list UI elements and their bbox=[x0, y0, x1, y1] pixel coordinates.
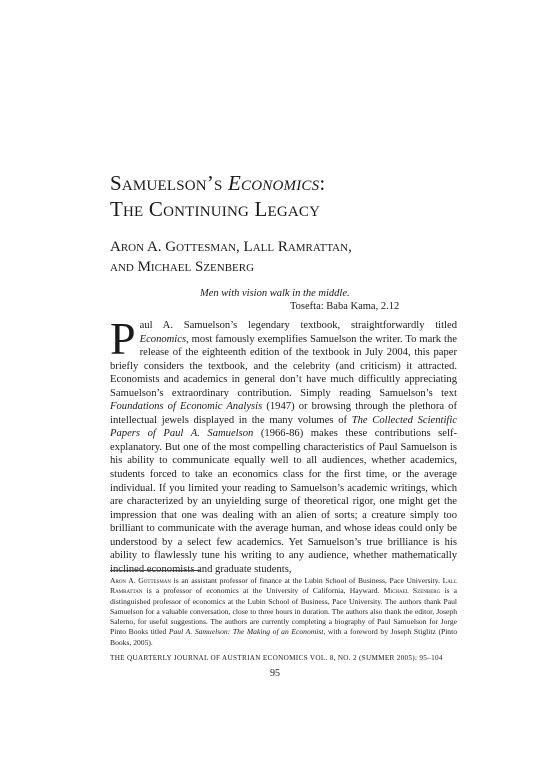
footnote-author-name: Aron A. Gottesman bbox=[110, 576, 172, 585]
journal-citation: THE QUARTERLY JOURNAL OF AUSTRIAN ECONOMICS VOL. 8, NO. 2 (SUMMER 2005): 95–104 bbox=[110, 654, 443, 662]
page-number: 95 bbox=[270, 668, 280, 679]
authors-line2: and Michael Szenberg bbox=[110, 259, 255, 275]
body-italic: Economics bbox=[139, 333, 187, 345]
footnote-run: is an assistant professor of finance at the Lubin School of Business, Pace University. bbox=[171, 576, 443, 585]
author-list bbox=[110, 237, 352, 277]
title-prefix: Samuelson’s bbox=[110, 171, 228, 195]
title-italic: Economics bbox=[228, 171, 320, 195]
author-footnote bbox=[110, 576, 457, 648]
footnote-rule bbox=[110, 570, 200, 571]
footnote-run: is a professor of economics at the University of California, Hayward. bbox=[142, 586, 384, 596]
drop-cap: P bbox=[110, 313, 136, 364]
body-italic: The Collected Scientific Papers of Paul A. Samuelson bbox=[110, 414, 458, 440]
body-run: (1947) or browsing through the plethora of intellectual jewels displayed in the many volumes of bbox=[110, 401, 457, 426]
footnote-author-name: Michael Szenberg bbox=[383, 586, 441, 596]
body-run: , most famously exemplifies Samuelson the writer. To mark the release of the eighteenth edition of the textbook in July 2004, this paper briefly considers the textbook, and the celebrity (and criticism) it attracted. Economists and academics in general don’t have much difficultly appreciating Samuelson’s extraordinary contribution. Simply reading Samuelson’s text bbox=[110, 333, 457, 399]
authors-line1: Aron A. Gottesman, Lall Ramrattan, bbox=[110, 239, 352, 255]
epigraph-source: Tosefta: Baba Kama, 2.12 bbox=[290, 301, 400, 312]
body-run: aul A. Samuelson’s legendary textbook, straightforwardly titled bbox=[139, 320, 457, 331]
footnote-run: is a distinguished professor of economics at the Lubin School of Business, Pace University. The authors thank Paul Samuelson for a valuable conversation, close to three hours in duration. The authors also thank the editor, Joseph Salerno, for useful suggestions. The authors are currently completing a biography of Paul Samuelson for Jorge Pinto Books titled bbox=[110, 586, 457, 637]
footnote-author-name: Lall Ramrattan bbox=[110, 576, 457, 596]
title-suffix: : bbox=[319, 171, 326, 195]
footnote-italic: Paul A. Samuelson: The Making of an Economist bbox=[168, 627, 324, 637]
footnote-run: , with a foreword by Joseph Stiglitz (Pinto Books, 2005). bbox=[110, 627, 458, 647]
epigraph bbox=[200, 287, 460, 313]
article-title bbox=[110, 170, 325, 222]
epigraph-quote: Men with vision walk in the middle. bbox=[200, 288, 350, 299]
title-line2: The Continuing Legacy bbox=[110, 197, 321, 221]
body-italic: Foundations of Economic Analysis bbox=[110, 401, 263, 413]
body-text bbox=[110, 313, 458, 576]
body-run: (1966-86) makes these contributions self-explanatory. But one of the most compelling characteristics of Paul Samuelson is his ability to communicate equally well to all audiences, whether academics, students forced to take an economics class for the first time, or the average individual. If you limited your reading to Samuelson’s academic writings, which are characterized by an unyielding surge of theoretical rigor, one might get the impression that one was dealing with an alien of sorts; a creature simply too brilliant to communicate with the average human, and whose ideas could only be understood by a select few academics. Yet Samuelson’s true brilliance is his ability to flawlessly tune his writing to any audience, whether mathematically inclined economists and graduate students, bbox=[110, 428, 458, 575]
